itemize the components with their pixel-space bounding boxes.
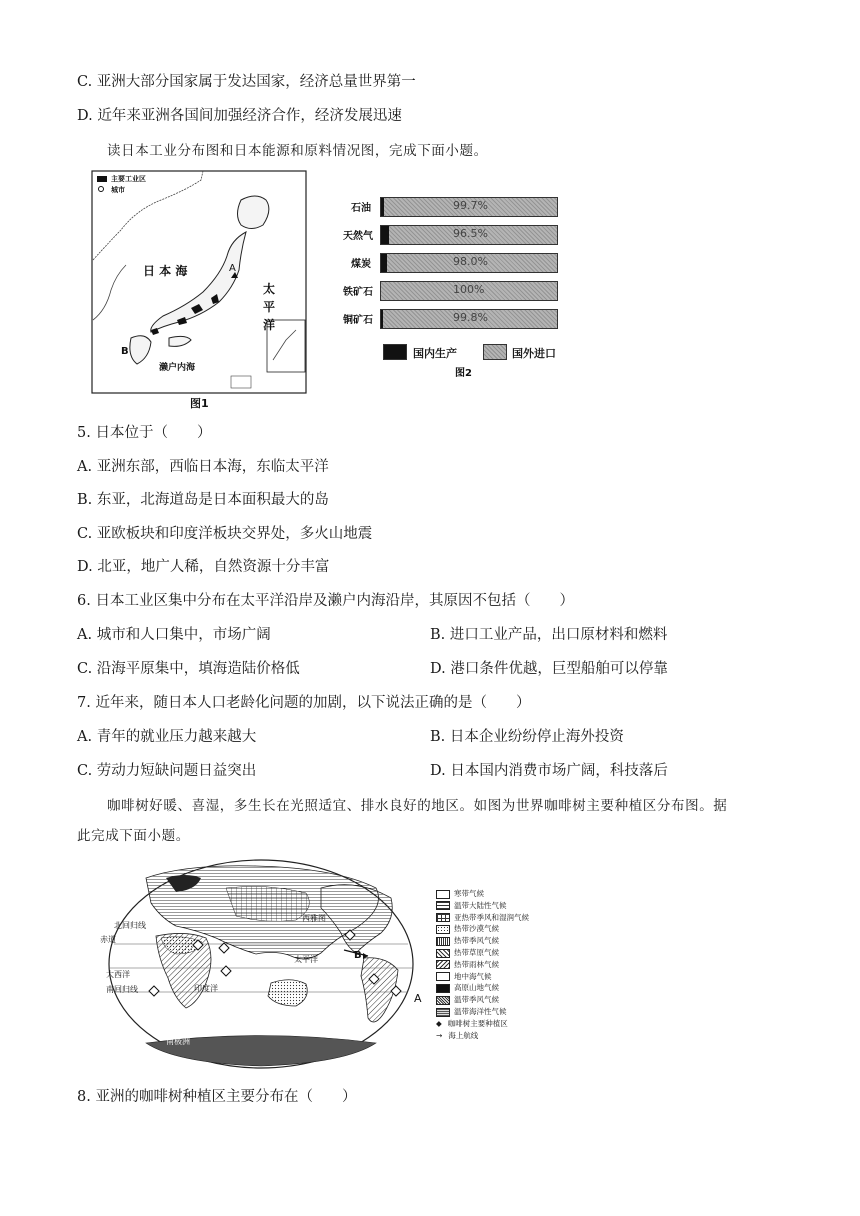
- q5-option-d: D. 北亚，地广人稀，自然资源十分丰富: [77, 559, 330, 575]
- legend-label: 地中海气候: [454, 971, 492, 981]
- north-tropic-label: 北回归线: [114, 921, 146, 930]
- intro-japan: 读日本工业分布图和日本能源和原料情况图，完成下面小题。: [107, 143, 488, 159]
- q4-option-d: D. 近年来亚洲各国间加强经济合作，经济发展迅速: [77, 108, 402, 124]
- q5-option-a: A. 亚洲东部，西临日本海，东临太平洋: [77, 459, 329, 475]
- legend-swatch: [436, 913, 450, 922]
- q4-option-c: C. 亚洲大部分国家属于发达国家，经济总量世界第一: [77, 74, 416, 90]
- q5-option-c: C. 亚欧板块和印度洋板块交界处，多火山地震: [77, 526, 373, 542]
- legend-row: [436, 947, 499, 958]
- legend-row: [436, 912, 529, 923]
- legend-row: [436, 1018, 508, 1029]
- domestic-bar-segment: [381, 198, 384, 216]
- legend-swatch: [436, 937, 450, 946]
- legend-city-label: 城市: [111, 186, 125, 194]
- legend-row: [436, 923, 499, 934]
- legend-industry-label: 主要工业区: [111, 175, 146, 183]
- mark-a: A: [229, 263, 236, 274]
- route-arrow-icon: →: [436, 1030, 443, 1040]
- mark-b: B: [121, 346, 129, 357]
- bar-category-label: 天然气: [343, 231, 373, 242]
- legend-label: 寒带气候: [454, 889, 484, 898]
- q6-option-c: C. 沿海平原集中，填海造陆价格低: [77, 661, 300, 677]
- antarctica-label: 南极洲: [166, 1037, 190, 1046]
- legend-label: 热带沙漠气候: [454, 924, 499, 934]
- map-mark-b: B: [354, 950, 362, 961]
- legend-swatch: [436, 949, 450, 958]
- legend-label: 高原山地气候: [454, 983, 499, 993]
- legend-row: [436, 935, 499, 946]
- pacific-ocean-label: 太平洋: [294, 955, 318, 964]
- legend-swatch: [436, 972, 450, 981]
- legend-row: [436, 982, 499, 993]
- world-map-svg: [106, 858, 416, 1070]
- legend-domestic-label: 国内生产: [413, 347, 457, 360]
- q6-option-b: B. 进口工业产品，出口原材料和燃料: [430, 627, 668, 643]
- legend-swatch: [436, 925, 450, 934]
- legend-row: [436, 971, 492, 982]
- pacific-label: 太 平 洋: [263, 282, 276, 332]
- energy-bar: [380, 253, 558, 273]
- domestic-bar-segment: [381, 226, 389, 244]
- legend-label: 温带海洋性气候: [454, 1007, 507, 1016]
- equator-label: 赤道: [100, 935, 116, 944]
- legend-row: [436, 1030, 478, 1041]
- energy-bar: [380, 197, 558, 217]
- south-tropic-label: 南回归线: [106, 985, 138, 994]
- domestic-bar-segment: [381, 254, 387, 272]
- q6-option-d: D. 港口条件优越，巨型船舶可以停靠: [430, 661, 668, 677]
- domestic-bar-segment: [381, 310, 383, 328]
- legend-label: 咖啡树主要种植区: [447, 1018, 508, 1028]
- atlantic-label: 大西洋: [106, 970, 130, 979]
- legend-row: [436, 888, 484, 899]
- q6-option-a: A. 城市和人口集中，市场广阔: [77, 627, 271, 643]
- legend-row: [436, 959, 499, 970]
- bar-category-label: 铜矿石: [343, 315, 373, 326]
- legend-label: 温带季风气候: [454, 995, 499, 1005]
- intro-coffee-line1: 咖啡树好暖、喜湿，多生长在光照适宜、排水良好的地区。如图为世界咖啡树主要种植区分布图。据: [107, 798, 728, 814]
- legend-swatch: [436, 960, 450, 969]
- import-percent-label: 96.5%: [453, 227, 488, 240]
- q7-option-b: B. 日本企业纷纷停止海外投资: [430, 729, 624, 745]
- legend-label: 海上航线: [448, 1030, 479, 1040]
- world-coffee-map: [100, 858, 422, 1070]
- legend-row: [436, 994, 499, 1005]
- legend-label: 热带雨林气候: [454, 959, 499, 969]
- seattle-label: 西雅图: [302, 914, 326, 923]
- legend-import-swatch: [483, 344, 507, 360]
- bar-category-label: 煤炭: [351, 259, 371, 270]
- q5-stem: 5. 日本位于（ ）: [77, 425, 212, 441]
- energy-bar: [380, 225, 558, 245]
- energy-bar: [380, 281, 558, 301]
- legend-label: 热带季风气候: [454, 936, 499, 946]
- legend-swatch: [436, 996, 450, 1005]
- import-percent-label: 99.8%: [453, 311, 488, 324]
- import-percent-label: 99.7%: [453, 199, 488, 212]
- bar-category-label: 铁矿石: [343, 287, 373, 298]
- legend-row: [436, 900, 507, 911]
- sea-of-japan-label: 日 本 海: [143, 264, 188, 278]
- coffee-diamond-icon: ◆: [436, 1018, 442, 1028]
- indian-ocean-label: 印度洋: [194, 984, 218, 993]
- legend-domestic-swatch: [383, 344, 407, 360]
- figure2-caption: 图2: [455, 368, 472, 379]
- map-mark-a: A: [414, 992, 422, 1005]
- legend-swatch: [436, 890, 450, 899]
- legend-label: 热带草原气候: [454, 948, 499, 957]
- q7-option-d: D. 日本国内消费市场广阔，科技落后: [430, 763, 668, 779]
- q6-stem: 6. 日本工业区集中分布在太平洋沿岸及濑户内海沿岸，其原因不包括（ ）: [77, 593, 574, 609]
- legend-import-label: 国外进口: [512, 347, 556, 360]
- q7-option-c: C. 劳动力短缺问题日益突出: [77, 763, 257, 779]
- legend-label: 亚热带季风和湿润气候: [454, 912, 529, 922]
- import-percent-label: 100%: [453, 283, 485, 296]
- q8-stem: 8. 亚洲的咖啡树种植区主要分布在（ ）: [77, 1089, 357, 1105]
- figure1-caption: 图1: [190, 397, 209, 410]
- legend-swatch: [436, 984, 450, 993]
- energy-bar: [380, 309, 558, 329]
- q7-option-a: A. 青年的就业压力越来越大: [77, 729, 257, 745]
- legend-row: [436, 1006, 507, 1017]
- legend-swatch: [436, 901, 450, 910]
- import-percent-label: 98.0%: [453, 255, 488, 268]
- bar-category-label: 石油: [351, 203, 371, 214]
- legend-swatch: [436, 1008, 450, 1017]
- intro-coffee-line2: 此完成下面小题。: [77, 828, 190, 844]
- seto-inland-sea-label: 濑户内海: [159, 363, 196, 373]
- legend-label: 温带大陆性气候: [454, 900, 507, 910]
- q7-stem: 7. 近年来，随日本人口老龄化问题的加剧，以下说法正确的是（ ）: [77, 695, 531, 711]
- q5-option-b: B. 东亚，北海道岛是日本面积最大的岛: [77, 492, 329, 508]
- japan-industry-map: [91, 170, 307, 394]
